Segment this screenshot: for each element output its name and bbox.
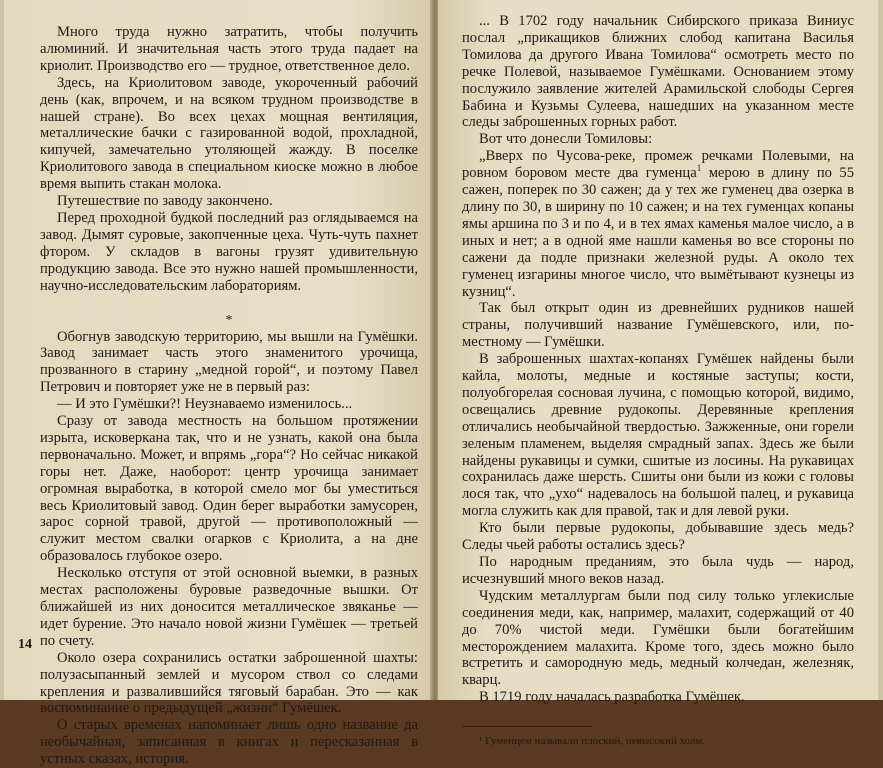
section-gap bbox=[40, 295, 418, 312]
page-number: 14 bbox=[18, 637, 32, 652]
right-paragraph: ... В 1702 году начальник Сибирского приказа Виниус послал „прикащиков ближних слобод капитана Василья Томилова да другого Ивана Томилова“ осмотреть место по речке Полевой, называемое Гумёшками. Основанием этому послужило заявление жителей Арамильской слободы Сергея Бабина и Кузьмы Сулеева, нашедших на указанном месте следы заброшенных горных работ. bbox=[462, 13, 854, 131]
right-paragraph: По народным преданиям, это была чудь — народ, исчезнувший много веков назад. bbox=[462, 554, 854, 587]
right-paragraph: Чудским металлургам были под силу только углекислые соединения меди, как, например, малахит, содержащий от 40 до 70% чистой меди. Гумёшки были богатейшим месторождением малахита. Кроме того, здесь можно было встретить и самородную медь, медный колчедан, железняк, кварц. bbox=[462, 587, 854, 689]
section-separator: * bbox=[225, 312, 233, 328]
left-paragraph: О старых временах напоминает лишь одно название да необычайная, записанная в книгах и пересказанная в устных сказах, история. bbox=[40, 717, 418, 768]
left-paragraph: Перед проходной будкой последний раз оглядываемся на завод. Дымят суровые, закопченные цеха. Чуть-чуть пахнет фтором. У складов в вагоны грузят удивительную продукцию завода. Все это нужно нашей промышленности, научно-исследовательским лабораториям. bbox=[40, 209, 418, 294]
right-paragraph: Так был открыт один из древнейших рудников нашей страны, получивший название Гумёшевского, или, по-местному — Гумёшки. bbox=[462, 300, 854, 351]
right-paragraph: Кто были первые рудокопы, добывавшие здесь медь? Следы чьей работы остались здесь? bbox=[462, 520, 854, 554]
right-paragraph: В заброшенных шахтах-копанях Гумёшек найдены были кайла, молоты, медные и костяные заступы; кости, полуобгорелая сосновая лучина, с помощью которой, видимо, освещались древние рудокопы. Деревянные крепления отличались необычайной твердостью. Зажженные, они горели зеленым пламенем, выделяя смрадный запах. Здесь же были найдены рукавицы и сумки, сшитые из лосины. На рукавицах сохранилась даже шерсть. Сшиты они были из кожи с головы лося так, что „ухо“ надевалось на большой палец, и рукавица могла служить как для правой, так и для левой руки. bbox=[462, 351, 854, 520]
left-paragraph: Несколько отступя от этой основной выемки, в разных местах расположены буровые разведочные вышки. От ближайшей из них доносится металлическое звяканье — идет бурение. Это начало новой жизни Гумёшек — третьей по счету. bbox=[40, 565, 418, 649]
left-paragraph: Путешествие по заводу закончено. bbox=[57, 193, 273, 210]
footnote-rule bbox=[462, 726, 592, 727]
footnote-marker: 1 bbox=[696, 163, 702, 174]
left-paragraph: — И это Гумёшки?! Неузнаваемо изменилось... bbox=[57, 396, 353, 413]
left-paragraph: Около озера сохранились остатки заброшенной шахты: полузасыпанный землей и мусором ствол со следами крепления и развалившийся тяговый барабан. Это — как воспоминание о предыдущей „жизни“ Гумёшек. bbox=[40, 649, 418, 717]
archival-quote bbox=[462, 148, 854, 300]
left-paragraph: Здесь, на Криолитовом заводе, укороченный рабочий день (как, впрочем, и на всяком трудном производстве в нашей стране). Во всех цехах мощная вентиляция, металлические бачки с газированной водой, прохладной, кипучей, замечательно утоляющей жажду. В поселке Криолитового завода в специальном киоске можно в любое время выпить стакан молока. bbox=[40, 74, 418, 193]
right-paragraph: В 1719 году началась разработка Гумёшек. bbox=[479, 689, 745, 706]
left-page bbox=[4, 0, 432, 768]
right-paragraph: Вот что донесли Томиловы: bbox=[479, 131, 653, 148]
quote-text-end: мерою в длину по 55 сажен, поперек по 30 сажен; да у тех же гуменец два озерка в длину по 30, в ширину по 10 сажен; и на тех гуменцах копаны ямы аршина по 3 и по 4, и в тех ямах каменья малое число, а в иных и нет; а в одной яме нашли каменья во все стороны по сажени да подле признаки железной руды. А около тех гуменец изгарины многое число, что вымётывают кузнецы из кузниц“. bbox=[462, 165, 855, 300]
left-paragraph: Сразу от завода местность на большом протяжении изрыта, исковеркана так, что и не узнать, какой она была первоначально. Может, и впрямь „гора“? Но сейчас никакой горы нет. Даже, наоборот: центр урочища занимает огромная выработка, в которой смело мог бы уместиться весь Криолитовый завод. Один берег выработки замусорен, зарос сорной травой, другой — противоположный — служит местом свалки огарков с Криолита, а на дне образовалось глубокое озеро. bbox=[40, 413, 418, 565]
footnote: ¹ Гуменцем называли плоский, невысокий холм. bbox=[479, 735, 706, 748]
left-paragraph: Много труда нужно затратить, чтобы получить алюминий. И значительная часть этого труда падает на криолит. Производство его — трудное, ответственное дело. bbox=[40, 24, 418, 74]
left-paragraph: Обогнув заводскую территорию, мы вышли на Гумёшки. Завод занимает часть этого знаменитого урочища, прозванного в старину „медной горой“, и поэтому Павел Петрович и повторяет уже не в первый раз: bbox=[40, 328, 418, 396]
quote-text-start: „Вверх по Чусова-реке, промеж речками Полевыми, на ровном боровом месте два гуменца bbox=[462, 148, 854, 182]
right-page bbox=[438, 0, 878, 748]
